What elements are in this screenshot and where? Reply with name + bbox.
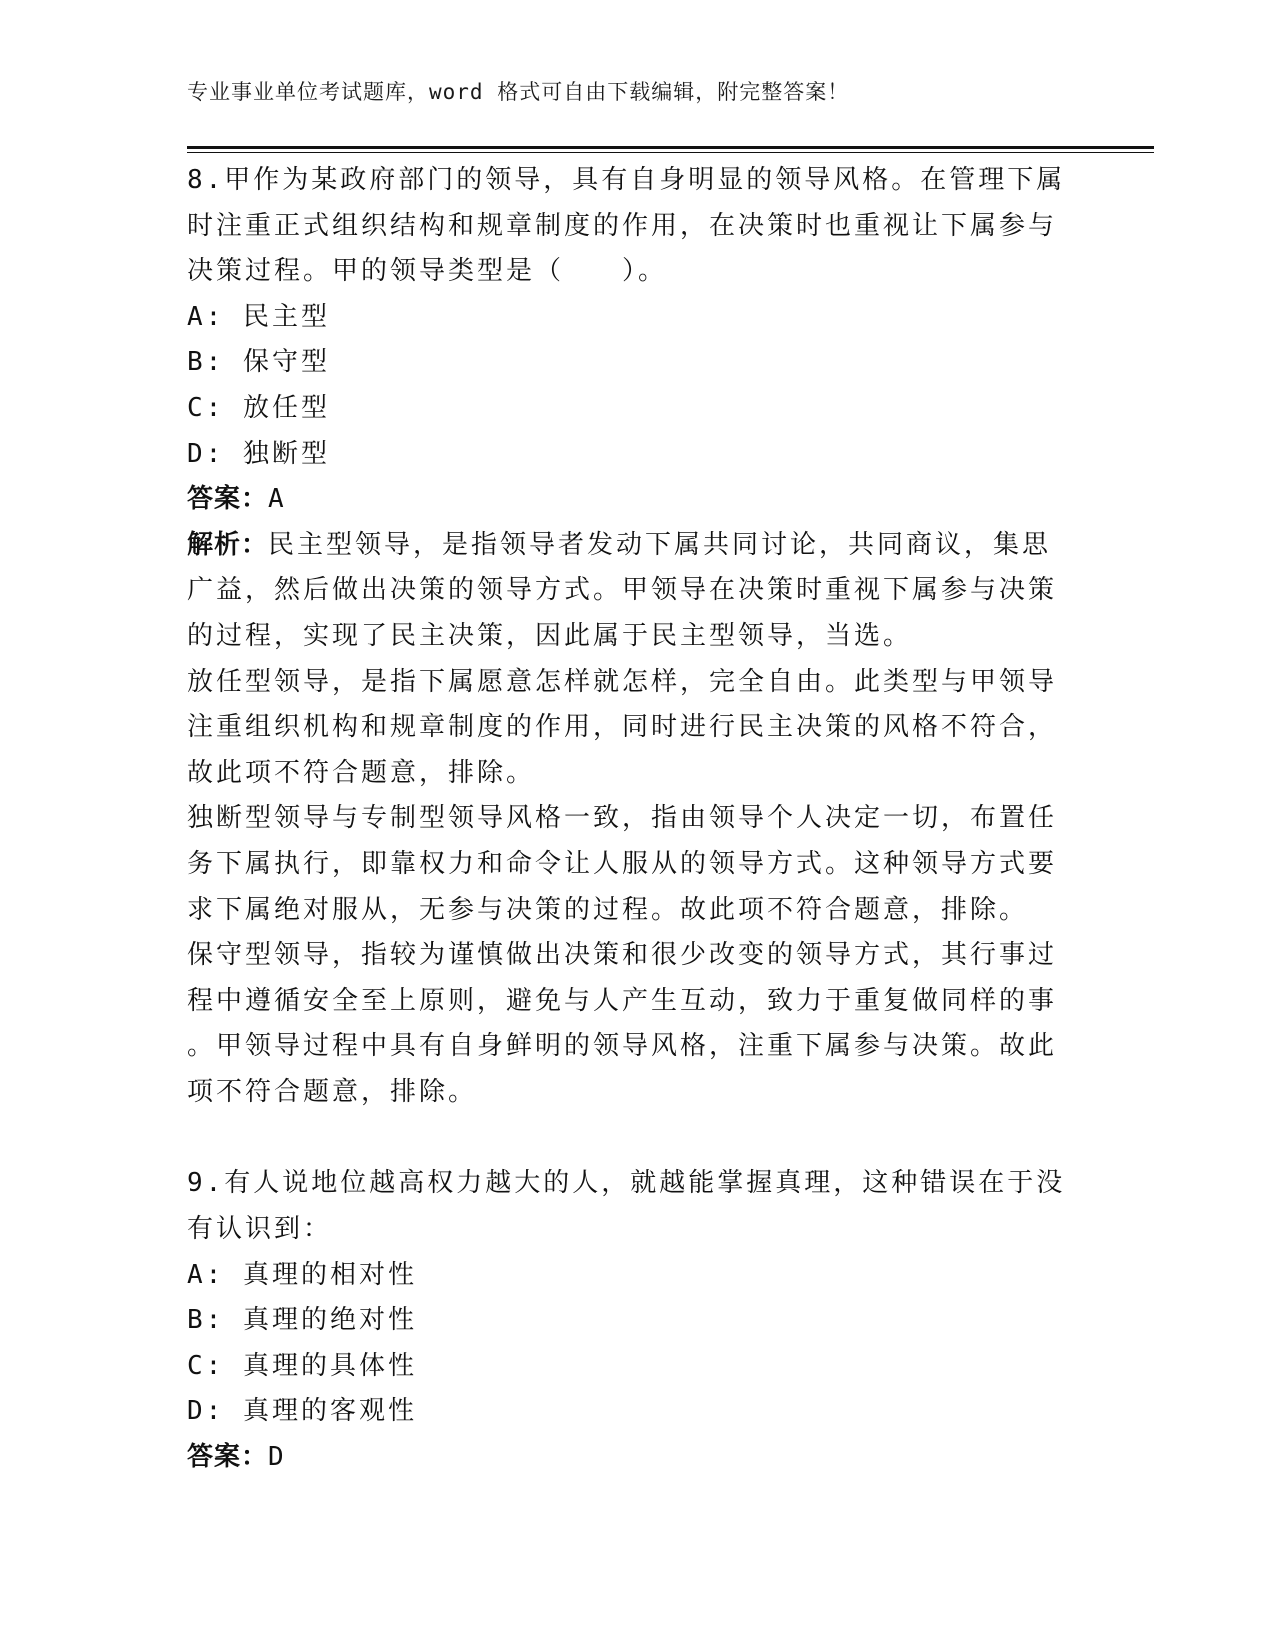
option-a: A: 民主型 (187, 301, 330, 332)
analysis-line: 保守型领导，指较为谨慎做出决策和很少改变的领导方式，其行事过 (187, 940, 1058, 971)
analysis-line: 放任型领导，是指下属愿意怎样就怎样，完全自由。此类型与甲领导 (187, 666, 1058, 697)
answer-line (187, 477, 1067, 523)
analysis-line: 求下属绝对服从，无参与决策的过程。故此项不符合题意，排除。 (187, 894, 1029, 925)
page-header-note: 专业事业单位考试题库，word 格式可自由下载编辑，附完整答案！ (187, 80, 850, 104)
answer-value: D (268, 1442, 287, 1473)
option-c: C: 放任型 (187, 392, 330, 423)
option-c: C: 真理的具体性 (187, 1350, 417, 1381)
analysis-line: 的过程，实现了民主决策，因此属于民主型领导，当选。 (187, 620, 913, 651)
question-8 (187, 158, 1067, 1115)
analysis-line: 广益，然后做出决策的领导方式。甲领导在决策时重视下属参与决策 (187, 575, 1058, 606)
option-a: A: 真理的相对性 (187, 1259, 417, 1290)
answer-line (187, 1435, 1067, 1481)
document-body (187, 158, 1067, 1481)
analysis-line: 程中遵循安全至上原则，避免与人产生互动，致力于重复做同样的事 (187, 985, 1058, 1016)
question-spacer (187, 1115, 1067, 1161)
analysis-line: 注重组织机构和规章制度的作用，同时进行民主决策的风格不符合， (187, 712, 1058, 743)
analysis-line: 独断型领导与专制型领导风格一致，指由领导个人决定一切，布置任 (187, 803, 1058, 834)
question-stem-line: 9.有人说地位越高权力越大的人，就越能掌握真理，这种错误在于没 (187, 1168, 1066, 1199)
option-b: B: 保守型 (187, 347, 330, 378)
analysis-line (187, 523, 1067, 569)
analysis-line: 项不符合题意，排除。 (187, 1076, 478, 1107)
question-stem-line: 有认识到： (187, 1214, 333, 1245)
analysis-line: 故此项不符合题意，排除。 (187, 757, 536, 788)
analysis-line: 。甲领导过程中具有自身鲜明的领导风格，注重下属参与决策。故此 (187, 1031, 1058, 1062)
header-rule-thin (187, 152, 1154, 153)
question-stem-line: 时注重正式组织结构和规章制度的作用，在决策时也重视让下属参与 (187, 210, 1058, 241)
answer-label: 答案： (187, 484, 269, 515)
analysis-label: 解析： (187, 529, 269, 560)
header-rule-thick (187, 146, 1154, 149)
option-d: D: 真理的客观性 (187, 1396, 417, 1427)
answer-label: 答案： (187, 1442, 269, 1473)
question-9 (187, 1161, 1067, 1480)
analysis-line: 务下属执行，即靠权力和命令让人服从的领导方式。这种领导方式要 (187, 848, 1058, 879)
answer-value: A (268, 484, 287, 515)
option-b: B: 真理的绝对性 (187, 1305, 417, 1336)
question-stem-line: 决策过程。甲的领导类型是（ ）。 (187, 256, 668, 287)
option-d: D: 独断型 (187, 438, 330, 469)
question-stem-line: 8.甲作为某政府部门的领导，具有自身明显的领导风格。在管理下属 (187, 165, 1066, 195)
analysis-text: 民主型领导，是指领导者发动下属共同讨论，共同商议，集思 (268, 529, 1052, 560)
